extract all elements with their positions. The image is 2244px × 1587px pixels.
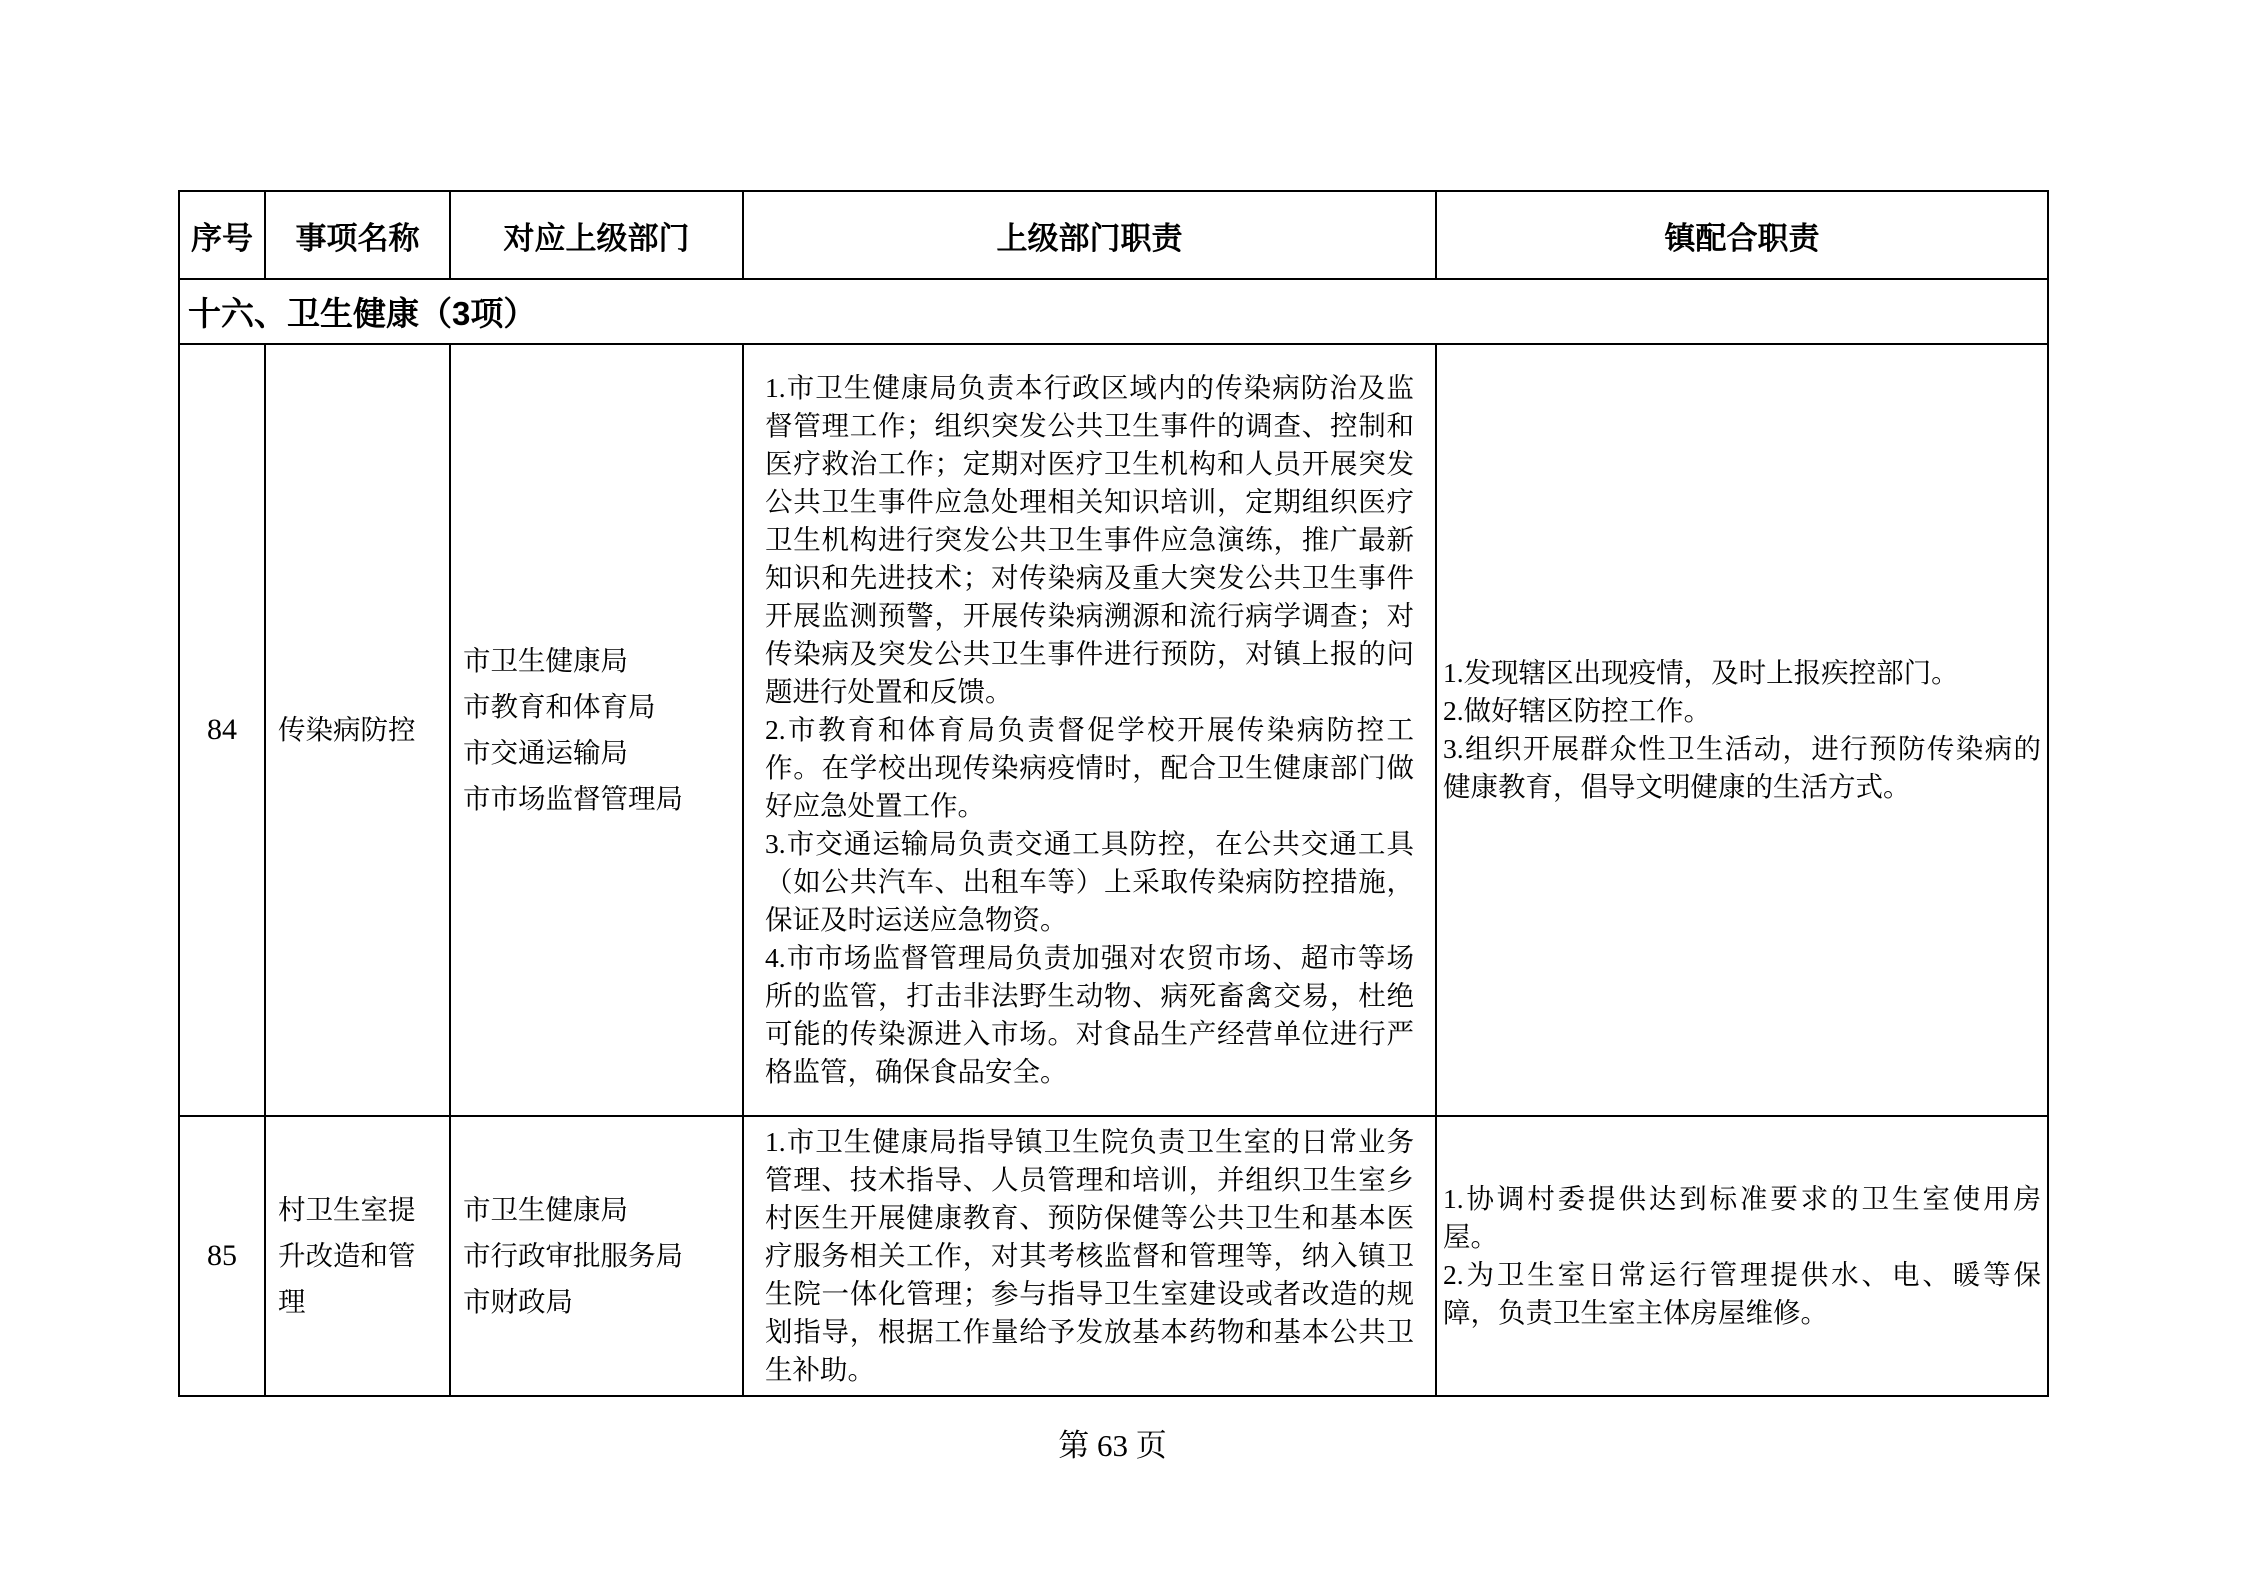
department-name: 市卫生健康局	[463, 1194, 628, 1225]
table-row	[179, 344, 2048, 1116]
superior-duties-cell	[743, 344, 1436, 1116]
column-header-town-duties: 镇配合职责	[1436, 191, 2048, 279]
department-name: 市行政审批服务局	[463, 1240, 683, 1271]
department-name: 市教育和体育局	[463, 691, 656, 722]
column-header-serial: 序号	[179, 191, 265, 279]
responsibility-table	[178, 190, 2049, 1397]
town-duties-cell	[1436, 344, 2048, 1116]
department-name: 市市场监督管理局	[463, 783, 683, 814]
town-duty-item: 1.发现辖区出现疫情，及时上报疾控部门。	[1443, 657, 1959, 688]
page-footer	[178, 1420, 2047, 1465]
table-header-row	[179, 191, 2048, 279]
page-number: 第 63 页	[1058, 1428, 1167, 1463]
superior-duty-item: 1.市卫生健康局指导镇卫生院负责卫生室的日常业务管理、技术指导、人员管理和培训，并组织卫生室乡村医生开展健康教育、预防保健等公共卫生和基本医疗服务相关工作，对其考核监督和管理等，纳入镇卫生院一体化管理；参与指导卫生室建设或者改造的规划指导，根据工作量给予发放基本药物和基本公共卫生补助。	[765, 1126, 1414, 1385]
superior-duty-item: 2.市教育和体育局负责督促学校开展传染病防控工作。在学校出现传染病疫情时，配合卫生健康部门做好应急处置工作。	[765, 714, 1414, 821]
table-row	[179, 1116, 2048, 1396]
superior-duty-item: 1.市卫生健康局负责本行政区域内的传染病防治及监督管理工作；组织突发公共卫生事件的调查、控制和医疗救治工作；定期对医疗卫生机构和人员开展突发公共卫生事件应急处理相关知识培训，定期组织医疗卫生机构进行突发公共卫生事件应急演练，推广最新知识和先进技术；对传染病及重大突发公共卫生事件开展监测预警，开展传染病溯源和流行病学调查；对传染病及突发公共卫生事件进行预防，对镇上报的问题进行处置和反馈。	[765, 372, 1414, 707]
section-header-row	[179, 279, 2048, 344]
item-name-cell: 村卫生室提升改造和管理	[265, 1116, 450, 1396]
column-header-departments: 对应上级部门	[450, 191, 743, 279]
superior-duty-item: 3.市交通运输局负责交通工具防控，在公共交通工具（如公共汽车、出租车等）上采取传染病防控措施，保证及时运送应急物资。	[765, 828, 1414, 935]
serial-number-cell: 85	[179, 1116, 265, 1396]
town-duty-item: 1.协调村委提供达到标准要求的卫生室使用房屋。	[1443, 1183, 2041, 1252]
department-name: 市财政局	[463, 1286, 573, 1317]
item-name-cell: 传染病防控	[265, 344, 450, 1116]
departments-cell	[450, 344, 743, 1116]
column-header-superior-duties: 上级部门职责	[743, 191, 1436, 279]
superior-duty-item: 4.市市场监督管理局负责加强对农贸市场、超市等场所的监管，打击非法野生动物、病死畜禽交易，杜绝可能的传染源进入市场。对食品生产经营单位进行严格监管，确保食品安全。	[765, 942, 1414, 1087]
section-title: 十六、卫生健康（3项）	[179, 279, 2048, 344]
town-duty-item: 3.组织开展群众性卫生活动，进行预防传染病的健康教育，倡导文明健康的生活方式。	[1443, 733, 2041, 802]
town-duties-cell	[1436, 1116, 2048, 1396]
department-name: 市交通运输局	[463, 737, 628, 768]
departments-cell	[450, 1116, 743, 1396]
superior-duties-cell	[743, 1116, 1436, 1396]
serial-number-cell: 84	[179, 344, 265, 1116]
column-header-item-name: 事项名称	[265, 191, 450, 279]
department-name: 市卫生健康局	[463, 645, 628, 676]
town-duty-item: 2.做好辖区防控工作。	[1443, 695, 1712, 726]
town-duty-item: 2.为卫生室日常运行管理提供水、电、暖等保障，负责卫生室主体房屋维修。	[1443, 1259, 2041, 1328]
